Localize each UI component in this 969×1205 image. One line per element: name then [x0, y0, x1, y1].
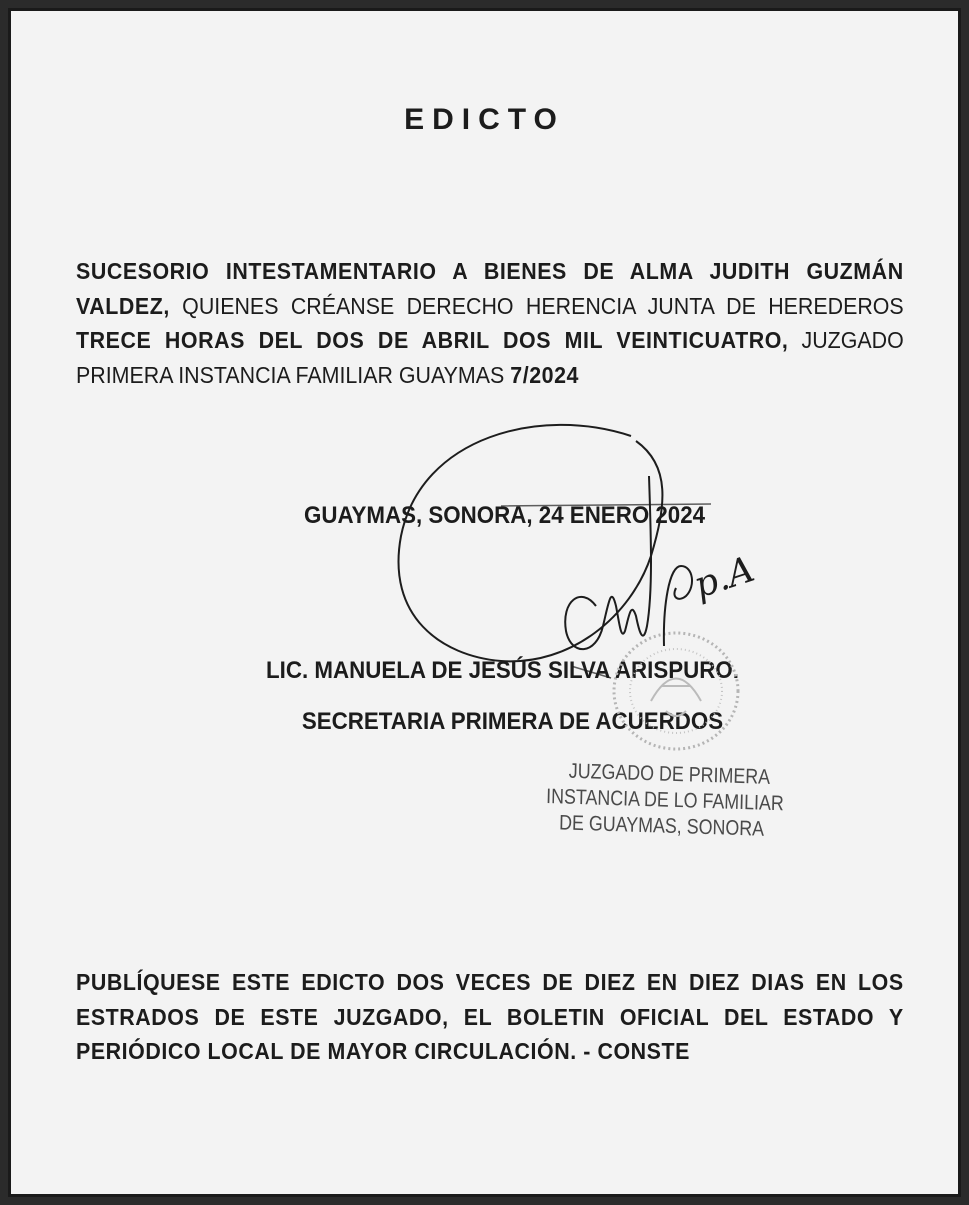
body-paragraph: [76, 254, 904, 392]
body-text-2: JUZGADO PRIMERA INSTANCIA FAMILIAR GUAYMAS: [76, 327, 904, 388]
stamp-line-3: DE GUAYMAS, SONORA: [558, 811, 765, 841]
court-stamp: [545, 758, 784, 843]
signer-role: SECRETARIA PRIMERA DE ACUERDOS: [301, 708, 724, 735]
signer-name: LIC. MANUELA DE JESÚS SILVA ARISPURO.: [266, 657, 739, 684]
body-bold-1: SUCESORIO INTESTAMENTARIO A BIENES DE ALMA JUDITH GUZMÁN VALDEZ,: [76, 258, 904, 319]
case-number: 7/2024: [510, 361, 580, 388]
document-title: EDICTO: [404, 103, 565, 136]
signature-annotation: p.A: [689, 548, 760, 607]
stamp-line-1: JUZGADO DE PRIMERA: [568, 759, 771, 789]
publication-notice: [76, 965, 904, 1069]
body-bold-2: TRECE HORAS DEL DOS DE ABRIL DOS MIL VEINTICUATRO,: [76, 327, 789, 353]
place-date: GUAYMAS, SONORA, 24 ENERO 2024: [303, 502, 706, 529]
publication-notice-text: PUBLÍQUESE ESTE EDICTO DOS VECES DE DIEZ EN DIEZ DIAS EN LOS ESTRADOS DE ESTE JUZGADO, EL BOLETIN OFICIAL DEL ESTADO Y PERIÓDICO LOCAL DE MAYOR CIRCULACIÓN. - CONSTE: [76, 969, 904, 1064]
edict-page: [8, 8, 961, 1197]
stamp-line-2: INSTANCIA DE LO FAMILIAR: [545, 784, 785, 816]
court-seal: [606, 626, 746, 756]
body-text-1: QUIENES CRÉANSE DERECHO HERENCIA JUNTA DE HEREDEROS: [169, 292, 904, 319]
